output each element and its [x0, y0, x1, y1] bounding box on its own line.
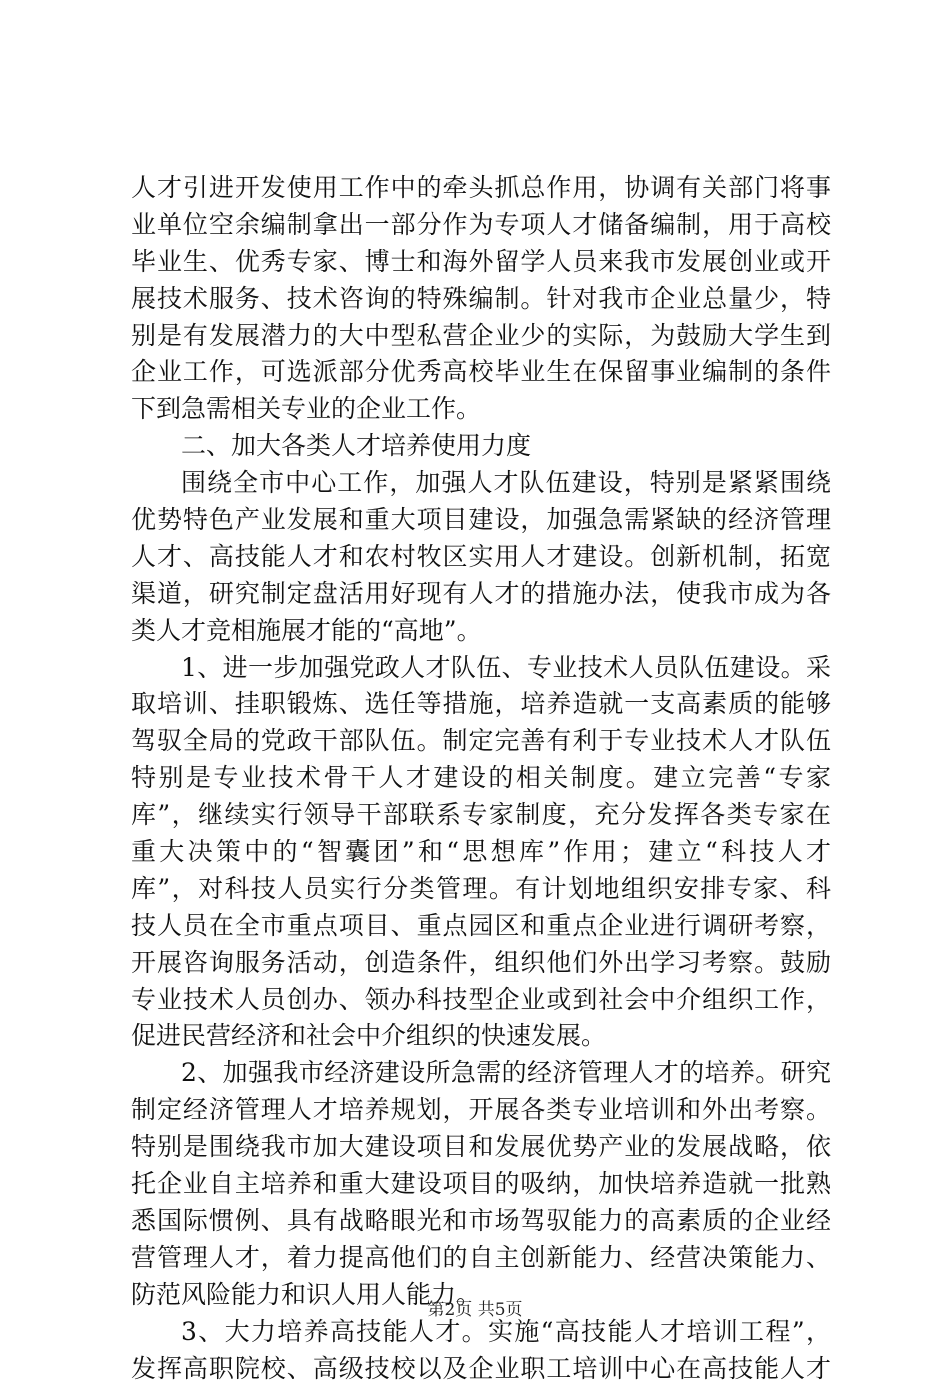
text-line: 专业技术人员创办、领办科技型企业或到社会中介组织工作，: [131, 982, 831, 1019]
document-body: [131, 170, 831, 1387]
text-line: 重大决策中的“智囊团”和“思想库”作用；建立“科技人才: [131, 834, 831, 871]
text-line: 取培训、挂职锻炼、选任等措施，培养造就一支高素质的能够: [131, 686, 831, 723]
text-line: 制定经济管理人才培养规划，开展各类专业培训和外出考察。: [131, 1092, 831, 1129]
text-line: 业单位空余编制拿出一部分作为专项人才储备编制，用于高校: [131, 207, 831, 244]
text-line: 渠道，研究制定盘活用好现有人才的措施办法，使我市成为各: [131, 576, 831, 613]
text-line: 托企业自主培养和重大建设项目的吸纳，加快培养造就一批熟: [131, 1166, 831, 1203]
text-line: 防范风险能力和识人用人能力。: [131, 1277, 831, 1314]
text-line: 3、大力培养高技能人才。实施“高技能人才培训工程”，: [131, 1314, 831, 1351]
text-line: 二、加大各类人才培养使用力度: [131, 428, 831, 465]
text-line: 优势特色产业发展和重大项目建设，加强急需紧缺的经济管理: [131, 502, 831, 539]
text-line: 开展咨询服务活动，创造条件，组织他们外出学习考察。鼓励: [131, 945, 831, 982]
text-line: 企业工作，可选派部分优秀高校毕业生在保留事业编制的条件: [131, 354, 831, 391]
text-line: 1、进一步加强党政人才队伍、专业技术人员队伍建设。采: [131, 650, 831, 687]
text-line: 库”，继续实行领导干部联系专家制度，充分发挥各类专家在: [131, 797, 831, 834]
text-line: 悉国际惯例、具有战略眼光和市场驾驭能力的高素质的企业经: [131, 1203, 831, 1240]
text-line: 发挥高职院校、高级技校以及企业职工培训中心在高技能人才: [131, 1351, 831, 1387]
text-line: 促进民营经济和社会中介组织的快速发展。: [131, 1018, 831, 1055]
text-line: 别是有发展潜力的大中型私营企业少的实际，为鼓励大学生到: [131, 318, 831, 355]
text-line: 营管理人才，着力提高他们的自主创新能力、经营决策能力、: [131, 1240, 831, 1277]
text-line: 展技术服务、技术咨询的特殊编制。针对我市企业总量少，特: [131, 281, 831, 318]
text-line: 库”，对科技人员实行分类管理。有计划地组织安排专家、科: [131, 871, 831, 908]
text-line: 驾驭全局的党政干部队伍。制定完善有利于专业技术人才队伍: [131, 723, 831, 760]
text-line: 下到急需相关专业的企业工作。: [131, 391, 831, 428]
text-line: 特别是专业技术骨干人才建设的相关制度。建立完善“专家: [131, 760, 831, 797]
text-line: 人才、高技能人才和农村牧区实用人才建设。创新机制，拓宽: [131, 539, 831, 576]
text-line: 特别是围绕我市加大建设项目和发展优势产业的发展战略，依: [131, 1129, 831, 1166]
text-line: 技人员在全市重点项目、重点园区和重点企业进行调研考察，: [131, 908, 831, 945]
text-line: 2、加强我市经济建设所急需的经济管理人才的培养。研究: [131, 1055, 831, 1092]
text-line: 毕业生、优秀专家、博士和海外留学人员来我市发展创业或开: [131, 244, 831, 281]
text-line: 人才引进开发使用工作中的牵头抓总作用，协调有关部门将事: [131, 170, 831, 207]
text-line: 围绕全市中心工作，加强人才队伍建设，特别是紧紧围绕: [131, 465, 831, 502]
page-footer: 第2页 共5页: [0, 1300, 950, 1320]
text-line: 类人才竞相施展才能的“高地”。: [131, 613, 831, 650]
